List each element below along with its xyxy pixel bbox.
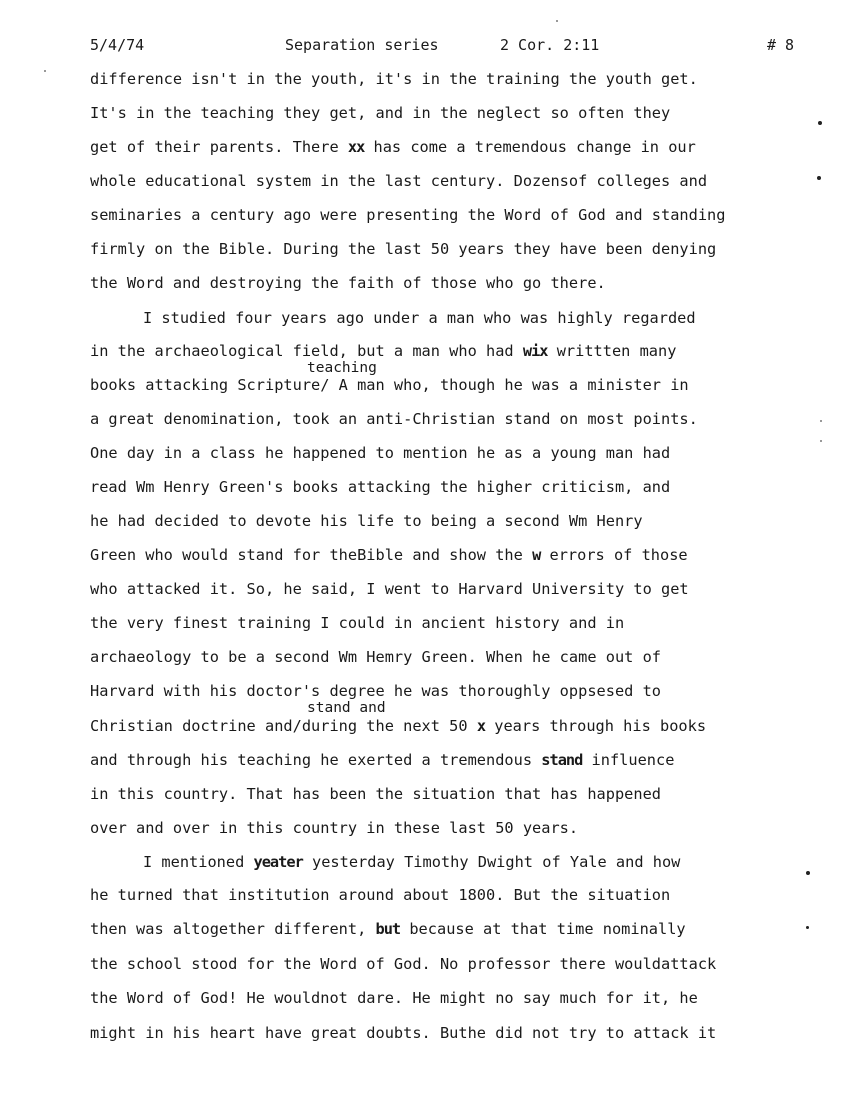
struck-text: but: [375, 920, 401, 938]
text-line: Harvard with his doctor's degree he was thoroughly oppsesed to: [90, 682, 661, 700]
text-line: archaeology to be a second Wm Hemry Green. When he came out of: [90, 648, 661, 666]
text-line: [90, 751, 674, 769]
scan-speck: [44, 70, 46, 72]
scan-speck: [806, 926, 809, 929]
scan-speck: [817, 176, 821, 180]
scan-speck: [806, 871, 810, 875]
text-segment: has come a tremendous change in our: [364, 138, 696, 156]
text-segment: errors of those: [540, 546, 688, 564]
handwritten-insertion: teaching: [307, 360, 377, 376]
text-line: the very finest training I could in ancient history and in: [90, 614, 625, 632]
text-line: he had decided to devote his life to being a second Wm Henry: [90, 512, 643, 530]
text-line: [90, 546, 688, 564]
text-segment: I mentioned: [143, 853, 254, 871]
struck-text: w: [532, 546, 541, 564]
scan-speck: [556, 20, 558, 22]
text-line: [143, 853, 680, 871]
header-date: 5/4/74: [90, 36, 145, 54]
text-segment: writtten many: [547, 342, 677, 360]
text-segment: influence: [582, 751, 675, 769]
struck-text: wix: [522, 342, 548, 360]
text-line: difference isn't in the youth, it's in the training the youth get.: [90, 70, 698, 88]
text-segment: get of their parents. There: [90, 138, 348, 156]
struck-text: xx: [347, 138, 365, 156]
text-segment: then was altogether different,: [90, 920, 376, 938]
scan-speck: [820, 420, 822, 422]
header-series-title: Separation series: [285, 36, 439, 54]
struck-text: x: [476, 717, 486, 735]
text-line: firmly on the Bible. During the last 50 years they have been denying: [90, 240, 717, 258]
text-segment: Christian doctrine and/during the next 50: [90, 717, 477, 735]
text-line: whole educational system in the last century. Dozensof colleges and: [90, 172, 708, 190]
text-line: who attacked it. So, he said, I went to Harvard University to get: [90, 580, 689, 598]
text-line: [90, 920, 686, 938]
struck-text: yeater: [253, 853, 303, 871]
text-line: It's in the teaching they get, and in the neglect so often they: [90, 104, 671, 122]
text-line: the school stood for the Word of God. No professor there wouldattack: [90, 955, 717, 973]
text-line: I studied four years ago under a man who was highly regarded: [143, 309, 696, 327]
header-page-number: # 8: [767, 36, 795, 54]
text-segment: Green who would stand for theBible and show the: [90, 546, 533, 564]
text-segment: years through his books: [485, 717, 707, 735]
text-line: might in his heart have great doubts. Buthe did not try to attack it: [90, 1024, 717, 1042]
text-line: he turned that institution around about 1800. But the situation: [90, 886, 671, 904]
text-segment: yesterday Timothy Dwight of Yale and how: [302, 853, 681, 871]
text-line: books attacking Scripture/ A man who, though he was a minister in: [90, 376, 689, 394]
text-line: the Word of God! He wouldnot dare. He might no say much for it, he: [90, 989, 698, 1007]
text-line: [90, 717, 706, 735]
text-line: seminaries a century ago were presenting the Word of God and standing: [90, 206, 726, 224]
text-segment: and through his teaching he exerted a tremendous: [90, 751, 542, 769]
text-line: over and over in this country in these last 50 years.: [90, 819, 579, 837]
text-segment: because at that time nominally: [400, 920, 686, 938]
text-line: the Word and destroying the faith of those who go there.: [90, 274, 606, 292]
scan-speck: [818, 121, 822, 125]
text-line: [90, 342, 676, 360]
text-line: in this country. That has been the situation that has happened: [90, 785, 661, 803]
text-line: a great denomination, took an anti-Christian stand on most points.: [90, 410, 698, 428]
scan-speck: [820, 440, 822, 442]
text-segment: in the archaeological field, but a man who had: [90, 342, 523, 360]
text-line: read Wm Henry Green's books attacking the higher criticism, and: [90, 478, 671, 496]
text-line: One day in a class he happened to mention he as a young man had: [90, 444, 671, 462]
header-scripture-reference: 2 Cor. 2:11: [500, 36, 600, 54]
handwritten-insertion: stand and: [307, 700, 386, 716]
text-line: [90, 138, 696, 156]
struck-text: stand: [541, 751, 583, 769]
